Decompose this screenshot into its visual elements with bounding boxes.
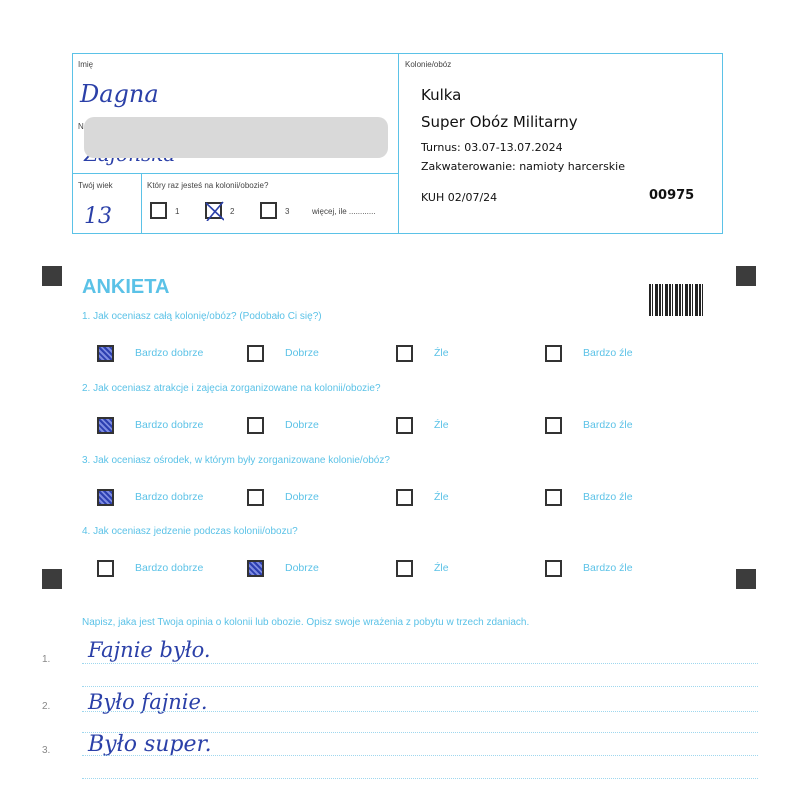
- cross-mark-icon: [204, 201, 224, 221]
- answer-checkbox[interactable]: [247, 489, 264, 506]
- answer-option-label: Źle: [434, 491, 449, 503]
- header-row-divider: [72, 173, 398, 174]
- answer-option-label: Dobrze: [285, 347, 319, 359]
- camp-name: Kulka: [421, 86, 462, 104]
- answer-checkbox[interactable]: [396, 560, 413, 577]
- answer-option-label: Bardzo źle: [583, 562, 633, 574]
- camp-label: Kolonie/obóz: [405, 60, 452, 69]
- writing-line: [82, 711, 758, 712]
- answer-checkbox[interactable]: [545, 489, 562, 506]
- answer-checkbox[interactable]: [545, 417, 562, 434]
- name-value[interactable]: Dagna: [80, 80, 159, 108]
- redaction-box: [84, 117, 388, 158]
- scan-marker: [42, 569, 62, 589]
- answer-checkbox[interactable]: [396, 417, 413, 434]
- scan-marker: [42, 266, 62, 286]
- answer-checkbox[interactable]: [396, 489, 413, 506]
- scan-marker: [736, 266, 756, 286]
- times-checkbox-2[interactable]: [205, 202, 222, 219]
- answer-option-label: Bardzo dobrze: [135, 491, 204, 503]
- writing-line: [82, 778, 758, 779]
- times-option-2: 2: [230, 207, 235, 216]
- writing-line: [82, 686, 758, 687]
- survey-title: ANKIETA: [82, 276, 170, 298]
- question-text: 2. Jak oceniasz atrakcje i zajęcia zorganizowane na kolonii/obozie?: [82, 383, 381, 394]
- scan-marker: [736, 569, 756, 589]
- answer-checkbox[interactable]: [396, 345, 413, 362]
- answer-checkbox[interactable]: [97, 560, 114, 577]
- answer-option-label: Źle: [434, 562, 449, 574]
- answer-checkbox[interactable]: [97, 489, 114, 506]
- times-checkbox-1[interactable]: [150, 202, 167, 219]
- answer-option-label: Bardzo źle: [583, 419, 633, 431]
- answer-option-label: Dobrze: [285, 562, 319, 574]
- answer-checkbox[interactable]: [247, 417, 264, 434]
- line-number: 2.: [42, 701, 51, 712]
- answer-checkbox[interactable]: [247, 345, 264, 362]
- answer-option-label: Bardzo dobrze: [135, 347, 204, 359]
- barcode: [649, 284, 703, 316]
- times-label: Który raz jesteś na kolonii/obozie?: [147, 181, 269, 190]
- opinion-answer-3[interactable]: Było super.: [88, 732, 212, 757]
- accommodation: Zakwaterowanie: namioty harcerskie: [421, 160, 625, 173]
- surname-label: N: [78, 122, 84, 131]
- times-more: więcej, ile ............: [312, 207, 376, 216]
- age-label: Twój wiek: [78, 181, 113, 190]
- age-divider: [141, 173, 142, 234]
- question-text: 3. Jak oceniasz ośrodek, w którym były zorganizowane kolonie/obóz?: [82, 455, 390, 466]
- writing-line: [82, 755, 758, 756]
- answer-option-label: Dobrze: [285, 491, 319, 503]
- line-number: 3.: [42, 745, 51, 756]
- name-label: Imię: [78, 60, 94, 69]
- line-number: 1.: [42, 654, 51, 665]
- header-divider: [398, 53, 399, 234]
- opinion-prompt: Napisz, jaka jest Twoja opinia o kolonii lub obozie. Opisz swoje wrażenia z pobytu w trzech zdaniach.: [82, 617, 530, 628]
- form-number: 00975: [649, 188, 695, 203]
- answer-option-label: Bardzo dobrze: [135, 562, 204, 574]
- question-text: 1. Jak oceniasz całą kolonię/obóz? (Podobało Ci się?): [82, 311, 322, 322]
- times-option-1: 1: [175, 207, 180, 216]
- answer-checkbox[interactable]: [247, 560, 264, 577]
- answer-option-label: Dobrze: [285, 419, 319, 431]
- answer-option-label: Źle: [434, 419, 449, 431]
- answer-option-label: Bardzo źle: [583, 347, 633, 359]
- question-text: 4. Jak oceniasz jedzenie podczas kolonii/obozu?: [82, 526, 298, 537]
- camp-title: Super Obóz Militarny: [421, 113, 578, 131]
- answer-option-label: Źle: [434, 347, 449, 359]
- age-value[interactable]: 13: [84, 204, 112, 229]
- opinion-answer-2[interactable]: Było fajnie.: [88, 690, 208, 714]
- camp-code: KUH 02/07/24: [421, 191, 498, 204]
- writing-line: [82, 663, 758, 664]
- answer-option-label: Bardzo źle: [583, 491, 633, 503]
- times-checkbox-3[interactable]: [260, 202, 277, 219]
- answer-checkbox[interactable]: [97, 345, 114, 362]
- opinion-answer-1[interactable]: Fajnie było.: [88, 638, 211, 662]
- answer-checkbox[interactable]: [545, 560, 562, 577]
- answer-checkbox[interactable]: [545, 345, 562, 362]
- turnus: Turnus: 03.07-13.07.2024: [421, 141, 563, 154]
- answer-option-label: Bardzo dobrze: [135, 419, 204, 431]
- times-option-3: 3: [285, 207, 290, 216]
- answer-checkbox[interactable]: [97, 417, 114, 434]
